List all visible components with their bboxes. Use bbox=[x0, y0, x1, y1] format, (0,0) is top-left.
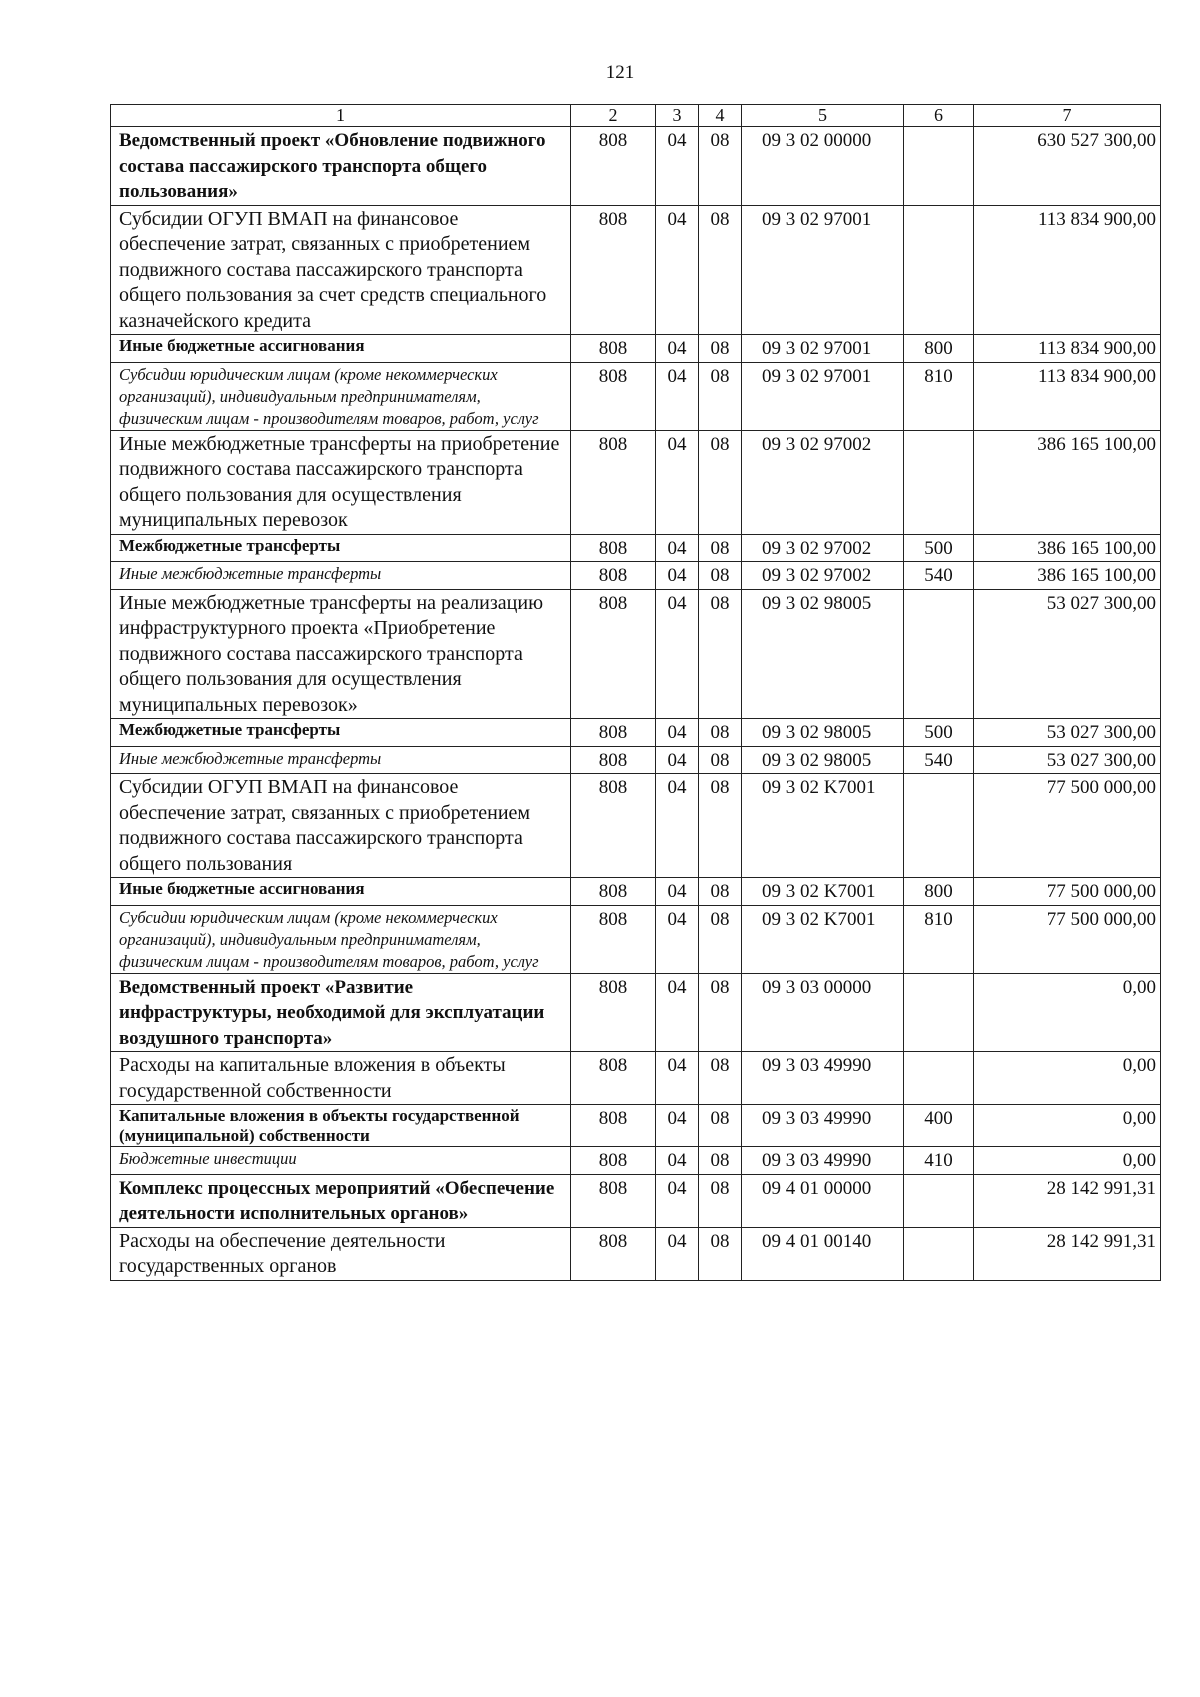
target-article-cell: 09 3 03 00000 bbox=[742, 973, 904, 1052]
amount-cell: 386 165 100,00 bbox=[974, 534, 1161, 562]
gr-code-cell: 808 bbox=[571, 335, 656, 363]
expense-type-cell: 500 bbox=[904, 534, 974, 562]
target-article-cell: 09 4 01 00000 bbox=[742, 1174, 904, 1227]
row-name-cell: Иные межбюджетные трансферты bbox=[111, 562, 571, 590]
gr-code-cell: 808 bbox=[571, 1105, 656, 1147]
amount-cell: 0,00 bbox=[974, 1052, 1161, 1105]
amount-cell: 386 165 100,00 bbox=[974, 562, 1161, 590]
gr-code-cell: 808 bbox=[571, 362, 656, 430]
expense-type-cell bbox=[904, 1174, 974, 1227]
amount-cell: 630 527 300,00 bbox=[974, 127, 1161, 206]
header-cell: 5 bbox=[742, 105, 904, 127]
section-cell: 04 bbox=[656, 562, 699, 590]
gr-code-cell: 808 bbox=[571, 589, 656, 719]
target-article-cell: 09 3 02 97002 bbox=[742, 562, 904, 590]
table-row bbox=[111, 335, 1161, 363]
expense-type-cell: 540 bbox=[904, 562, 974, 590]
section-cell: 04 bbox=[656, 774, 699, 878]
section-cell: 04 bbox=[656, 589, 699, 719]
row-name-cell: Капитальные вложения в объекты государственной (муниципальной) собственности bbox=[111, 1105, 571, 1147]
section-cell: 04 bbox=[656, 335, 699, 363]
table-row bbox=[111, 534, 1161, 562]
header-cell: 6 bbox=[904, 105, 974, 127]
expense-type-cell: 800 bbox=[904, 878, 974, 906]
gr-code-cell: 808 bbox=[571, 1052, 656, 1105]
gr-code-cell: 808 bbox=[571, 1147, 656, 1175]
subsection-cell: 08 bbox=[699, 362, 742, 430]
table-row bbox=[111, 1147, 1161, 1175]
row-name-cell: Расходы на капитальные вложения в объекты государственной собственности bbox=[111, 1052, 571, 1105]
expense-type-cell bbox=[904, 1227, 974, 1280]
amount-cell: 53 027 300,00 bbox=[974, 719, 1161, 747]
expense-type-cell bbox=[904, 205, 974, 335]
subsection-cell: 08 bbox=[699, 774, 742, 878]
row-name-cell: Субсидии ОГУП ВМАП на финансовое обеспечение затрат, связанных с приобретением подвижного состава пассажирского транспорта общего пользования за счет средств специального казначейского кредита bbox=[111, 205, 571, 335]
section-cell: 04 bbox=[656, 878, 699, 906]
table-row bbox=[111, 774, 1161, 878]
gr-code-cell: 808 bbox=[571, 205, 656, 335]
target-article-cell: 09 3 02 K7001 bbox=[742, 905, 904, 973]
section-cell: 04 bbox=[656, 905, 699, 973]
table-row bbox=[111, 127, 1161, 206]
expense-type-cell: 410 bbox=[904, 1147, 974, 1175]
expense-type-cell bbox=[904, 430, 974, 534]
expense-type-cell: 810 bbox=[904, 362, 974, 430]
row-name-cell: Иные бюджетные ассигнования bbox=[111, 335, 571, 363]
subsection-cell: 08 bbox=[699, 1105, 742, 1147]
header-cell: 1 bbox=[111, 105, 571, 127]
table-row bbox=[111, 562, 1161, 590]
amount-cell: 53 027 300,00 bbox=[974, 589, 1161, 719]
expense-type-cell: 400 bbox=[904, 1105, 974, 1147]
table-row bbox=[111, 589, 1161, 719]
subsection-cell: 08 bbox=[699, 719, 742, 747]
gr-code-cell: 808 bbox=[571, 905, 656, 973]
subsection-cell: 08 bbox=[699, 562, 742, 590]
header-cell: 3 bbox=[656, 105, 699, 127]
target-article-cell: 09 3 03 49990 bbox=[742, 1052, 904, 1105]
gr-code-cell: 808 bbox=[571, 973, 656, 1052]
gr-code-cell: 808 bbox=[571, 719, 656, 747]
subsection-cell: 08 bbox=[699, 1227, 742, 1280]
subsection-cell: 08 bbox=[699, 1147, 742, 1175]
subsection-cell: 08 bbox=[699, 127, 742, 206]
expense-type-cell: 540 bbox=[904, 746, 974, 774]
target-article-cell: 09 3 03 49990 bbox=[742, 1105, 904, 1147]
target-article-cell: 09 3 02 97002 bbox=[742, 430, 904, 534]
amount-cell: 113 834 900,00 bbox=[974, 205, 1161, 335]
target-article-cell: 09 3 02 98005 bbox=[742, 719, 904, 747]
gr-code-cell: 808 bbox=[571, 774, 656, 878]
amount-cell: 0,00 bbox=[974, 1105, 1161, 1147]
row-name-cell: Межбюджетные трансферты bbox=[111, 719, 571, 747]
subsection-cell: 08 bbox=[699, 878, 742, 906]
section-cell: 04 bbox=[656, 1227, 699, 1280]
amount-cell: 53 027 300,00 bbox=[974, 746, 1161, 774]
row-name-cell: Комплекс процессных мероприятий «Обеспечение деятельности исполнительных органов» bbox=[111, 1174, 571, 1227]
subsection-cell: 08 bbox=[699, 589, 742, 719]
subsection-cell: 08 bbox=[699, 205, 742, 335]
section-cell: 04 bbox=[656, 362, 699, 430]
subsection-cell: 08 bbox=[699, 534, 742, 562]
table-row bbox=[111, 973, 1161, 1052]
page-number: 121 bbox=[605, 62, 635, 83]
section-cell: 04 bbox=[656, 746, 699, 774]
expense-type-cell: 800 bbox=[904, 335, 974, 363]
amount-cell: 28 142 991,31 bbox=[974, 1174, 1161, 1227]
gr-code-cell: 808 bbox=[571, 430, 656, 534]
gr-code-cell: 808 bbox=[571, 127, 656, 206]
expense-type-cell: 810 bbox=[904, 905, 974, 973]
amount-cell: 113 834 900,00 bbox=[974, 335, 1161, 363]
amount-cell: 77 500 000,00 bbox=[974, 774, 1161, 878]
table-row bbox=[111, 205, 1161, 335]
table-row bbox=[111, 746, 1161, 774]
amount-cell: 113 834 900,00 bbox=[974, 362, 1161, 430]
section-cell: 04 bbox=[656, 1105, 699, 1147]
target-article-cell: 09 3 02 K7001 bbox=[742, 774, 904, 878]
table-row bbox=[111, 430, 1161, 534]
section-cell: 04 bbox=[656, 127, 699, 206]
gr-code-cell: 808 bbox=[571, 534, 656, 562]
header-cell: 7 bbox=[974, 105, 1161, 127]
row-name-cell: Бюджетные инвестиции bbox=[111, 1147, 571, 1175]
table-row bbox=[111, 905, 1161, 973]
subsection-cell: 08 bbox=[699, 905, 742, 973]
table-body bbox=[111, 105, 1161, 1281]
target-article-cell: 09 3 02 98005 bbox=[742, 746, 904, 774]
row-name-cell: Ведомственный проект «Обновление подвижного состава пассажирского транспорта общего пользования» bbox=[111, 127, 571, 206]
subsection-cell: 08 bbox=[699, 746, 742, 774]
target-article-cell: 09 3 02 97001 bbox=[742, 205, 904, 335]
row-name-cell: Субсидии юридическим лицам (кроме некоммерческих организаций), индивидуальным предпринимателям, физическим лицам - производителям товаров, работ, услуг bbox=[111, 905, 571, 973]
table-row bbox=[111, 1227, 1161, 1280]
expense-type-cell bbox=[904, 973, 974, 1052]
table-row bbox=[111, 1105, 1161, 1147]
row-name-cell: Субсидии юридическим лицам (кроме некоммерческих организаций), индивидуальным предпринимателям, физическим лицам - производителям товаров, работ, услуг bbox=[111, 362, 571, 430]
table-row bbox=[111, 1174, 1161, 1227]
target-article-cell: 09 3 02 97002 bbox=[742, 534, 904, 562]
section-cell: 04 bbox=[656, 205, 699, 335]
gr-code-cell: 808 bbox=[571, 562, 656, 590]
target-article-cell: 09 3 02 98005 bbox=[742, 589, 904, 719]
amount-cell: 386 165 100,00 bbox=[974, 430, 1161, 534]
gr-code-cell: 808 bbox=[571, 1174, 656, 1227]
section-cell: 04 bbox=[656, 1147, 699, 1175]
amount-cell: 0,00 bbox=[974, 1147, 1161, 1175]
amount-cell: 77 500 000,00 bbox=[974, 878, 1161, 906]
target-article-cell: 09 3 03 49990 bbox=[742, 1147, 904, 1175]
amount-cell: 77 500 000,00 bbox=[974, 905, 1161, 973]
row-name-cell: Иные межбюджетные трансферты на приобретение подвижного состава пассажирского транспорта общего пользования для осуществления муниципальных перевозок bbox=[111, 430, 571, 534]
row-name-cell: Расходы на обеспечение деятельности государственных органов bbox=[111, 1227, 571, 1280]
target-article-cell: 09 3 02 K7001 bbox=[742, 878, 904, 906]
amount-cell: 0,00 bbox=[974, 973, 1161, 1052]
header-row bbox=[111, 105, 1161, 127]
header-cell: 2 bbox=[571, 105, 656, 127]
target-article-cell: 09 3 02 97001 bbox=[742, 335, 904, 363]
expense-type-cell: 500 bbox=[904, 719, 974, 747]
section-cell: 04 bbox=[656, 1052, 699, 1105]
expense-type-cell bbox=[904, 1052, 974, 1105]
row-name-cell: Иные межбюджетные трансферты bbox=[111, 746, 571, 774]
amount-cell: 28 142 991,31 bbox=[974, 1227, 1161, 1280]
row-name-cell: Иные бюджетные ассигнования bbox=[111, 878, 571, 906]
gr-code-cell: 808 bbox=[571, 746, 656, 774]
section-cell: 04 bbox=[656, 973, 699, 1052]
row-name-cell: Иные межбюджетные трансферты на реализацию инфраструктурного проекта «Приобретение подвижного состава пассажирского транспорта общего пользования для осуществления муниципальных перевозок» bbox=[111, 589, 571, 719]
table-row bbox=[111, 719, 1161, 747]
expense-type-cell bbox=[904, 589, 974, 719]
target-article-cell: 09 3 02 97001 bbox=[742, 362, 904, 430]
table-row bbox=[111, 362, 1161, 430]
gr-code-cell: 808 bbox=[571, 1227, 656, 1280]
subsection-cell: 08 bbox=[699, 1052, 742, 1105]
section-cell: 04 bbox=[656, 1174, 699, 1227]
header-cell: 4 bbox=[699, 105, 742, 127]
gr-code-cell: 808 bbox=[571, 878, 656, 906]
section-cell: 04 bbox=[656, 534, 699, 562]
subsection-cell: 08 bbox=[699, 335, 742, 363]
expense-type-cell bbox=[904, 127, 974, 206]
row-name-cell: Ведомственный проект «Развитие инфраструктуры, необходимой для эксплуатации воздушного транспорта» bbox=[111, 973, 571, 1052]
section-cell: 04 bbox=[656, 719, 699, 747]
expense-type-cell bbox=[904, 774, 974, 878]
target-article-cell: 09 3 02 00000 bbox=[742, 127, 904, 206]
subsection-cell: 08 bbox=[699, 430, 742, 534]
table-row bbox=[111, 1052, 1161, 1105]
subsection-cell: 08 bbox=[699, 1174, 742, 1227]
target-article-cell: 09 4 01 00140 bbox=[742, 1227, 904, 1280]
budget-table bbox=[110, 104, 1161, 1281]
section-cell: 04 bbox=[656, 430, 699, 534]
table-row bbox=[111, 878, 1161, 906]
subsection-cell: 08 bbox=[699, 973, 742, 1052]
row-name-cell: Межбюджетные трансферты bbox=[111, 534, 571, 562]
row-name-cell: Субсидии ОГУП ВМАП на финансовое обеспечение затрат, связанных с приобретением подвижного состава пассажирского транспорта общего пользования bbox=[111, 774, 571, 878]
